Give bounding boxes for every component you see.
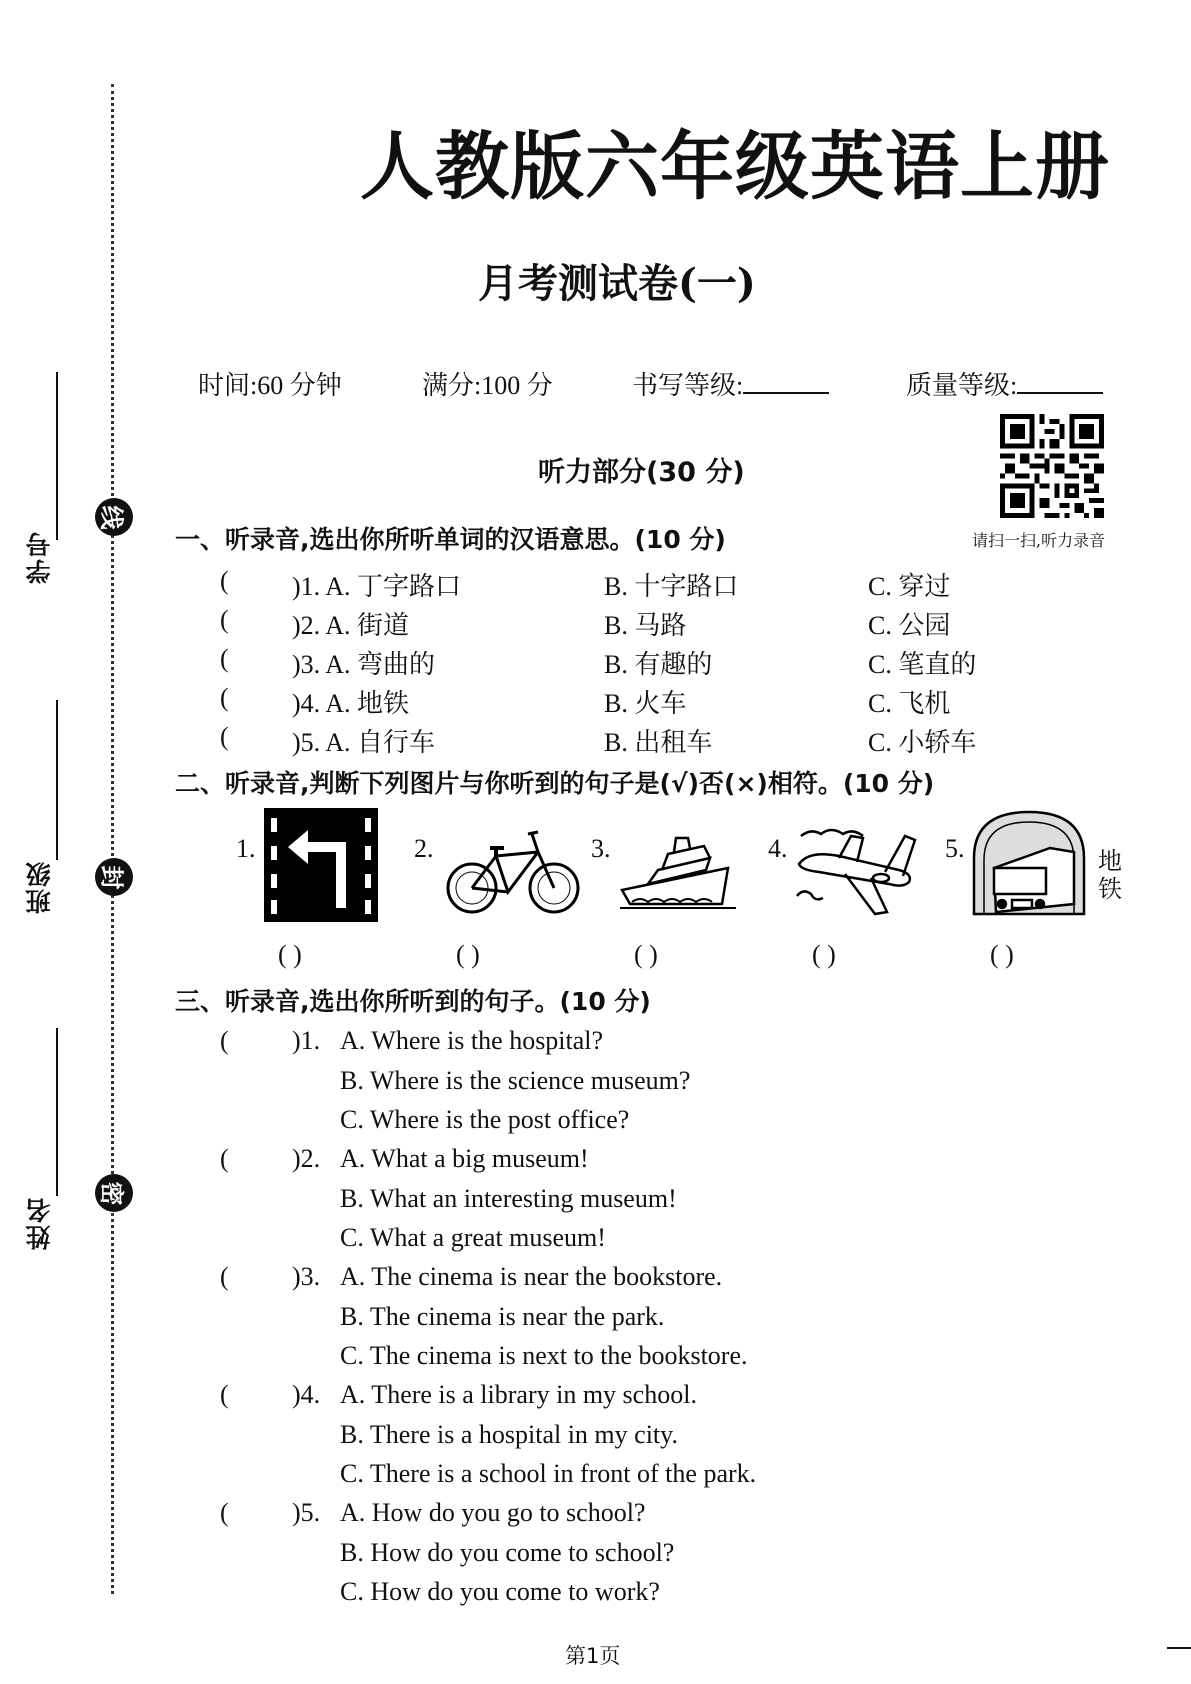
answer-blank[interactable]: ( ) bbox=[812, 940, 836, 969]
option-c: C. Where is the post office? bbox=[340, 1105, 630, 1134]
student-id-label: 学号 bbox=[25, 530, 54, 584]
question-number: )4. bbox=[292, 1380, 321, 1409]
picture-number: 3. bbox=[591, 834, 611, 863]
option-c: C. What a great museum! bbox=[340, 1223, 606, 1252]
option-a: A. The cinema is near the bookstore. bbox=[340, 1262, 723, 1291]
option-c: C. 飞机 bbox=[868, 689, 951, 718]
seal-feng: 封 bbox=[95, 858, 133, 896]
option-a: )2. A. 街道 bbox=[292, 611, 410, 640]
option-a: )5. A. 自行车 bbox=[292, 728, 436, 757]
subway-note: 地铁 bbox=[1098, 849, 1122, 903]
quality-grade-blank[interactable] bbox=[1017, 370, 1103, 394]
option-c: C. 小轿车 bbox=[868, 728, 977, 757]
option-c: C. 公园 bbox=[868, 611, 951, 640]
answer-blank[interactable]: ( bbox=[220, 605, 229, 634]
option-a: A. There is a library in my school. bbox=[340, 1380, 697, 1409]
answer-blank[interactable]: ( ) bbox=[634, 940, 658, 969]
time-info: 时间:60 分钟 bbox=[198, 371, 342, 400]
page-number: 第1页 bbox=[565, 1644, 621, 1668]
answer-blank[interactable]: ( bbox=[220, 1262, 229, 1291]
page-subtitle: 月考测试卷(一) bbox=[478, 260, 756, 307]
option-b: B. 火车 bbox=[604, 689, 687, 718]
qr-caption: 请扫一扫,听力录音 bbox=[972, 531, 1106, 550]
question-number: )3. bbox=[292, 1262, 321, 1291]
option-a: )1. A. 丁字路口 bbox=[292, 572, 462, 601]
subway-icon bbox=[970, 808, 1088, 923]
quality-grade bbox=[906, 365, 1103, 402]
section1-heading: 一、听录音,选出你所听单词的汉语意思。(10 分) bbox=[175, 525, 726, 554]
answer-blank[interactable]: ( bbox=[220, 683, 229, 712]
seal-xian: 线 bbox=[95, 498, 133, 536]
option-c: C. The cinema is next to the bookstore. bbox=[340, 1341, 748, 1370]
writing-grade bbox=[632, 365, 829, 402]
option-a: )3. A. 弯曲的 bbox=[292, 650, 436, 679]
answer-blank[interactable]: ( bbox=[220, 644, 229, 673]
picture-number: 1. bbox=[236, 834, 256, 863]
answer-blank[interactable]: ( bbox=[220, 1026, 229, 1055]
bicycle-icon bbox=[446, 830, 580, 921]
option-c: C. How do you come to work? bbox=[340, 1577, 660, 1606]
answer-blank[interactable]: ( bbox=[220, 1380, 229, 1409]
option-c: C. There is a school in front of the park. bbox=[340, 1459, 757, 1488]
class-line bbox=[56, 700, 58, 860]
section3-heading: 三、听录音,选出你所听到的句子。(10 分) bbox=[175, 987, 651, 1016]
option-b: B. 有趣的 bbox=[604, 650, 713, 679]
option-b: B. 出租车 bbox=[604, 728, 713, 757]
option-a: A. How do you go to school? bbox=[340, 1498, 646, 1527]
option-b: B. 马路 bbox=[604, 611, 687, 640]
option-b: B. What an interesting museum! bbox=[340, 1184, 677, 1213]
student-id-line bbox=[56, 372, 58, 540]
quality-grade-label: 质量等级: bbox=[906, 371, 1018, 400]
picture-number: 2. bbox=[414, 834, 434, 863]
seal-mi: 密 bbox=[95, 1174, 133, 1212]
qr-code-icon[interactable] bbox=[1000, 414, 1104, 518]
answer-blank[interactable]: ( ) bbox=[278, 940, 302, 969]
option-a: A. Where is the hospital? bbox=[340, 1026, 604, 1055]
class-label: 班级 bbox=[25, 860, 54, 914]
option-b: B. There is a hospital in my city. bbox=[340, 1420, 678, 1449]
answer-blank[interactable]: ( bbox=[220, 1144, 229, 1173]
question-number: )2. bbox=[292, 1144, 321, 1173]
option-b: B. Where is the science museum? bbox=[340, 1066, 691, 1095]
answer-blank[interactable]: ( bbox=[220, 1498, 229, 1527]
section2-heading: 二、听录音,判断下列图片与你听到的句子是(√)否(×)相符。(10 分) bbox=[175, 769, 935, 798]
plane-icon bbox=[795, 826, 923, 923]
binding-cut-line bbox=[111, 84, 114, 1594]
option-b: B. How do you come to school? bbox=[340, 1538, 675, 1567]
writing-grade-blank[interactable] bbox=[743, 370, 829, 394]
turn-left-sign-icon bbox=[264, 808, 378, 927]
picture-number: 4. bbox=[768, 834, 788, 863]
ship-icon bbox=[618, 830, 738, 917]
option-a: A. What a big museum! bbox=[340, 1144, 589, 1173]
option-a: )4. A. 地铁 bbox=[292, 689, 410, 718]
name-label: 姓名 bbox=[25, 1196, 54, 1250]
answer-blank[interactable]: ( ) bbox=[456, 940, 480, 969]
option-b: B. The cinema is near the park. bbox=[340, 1302, 665, 1331]
name-line bbox=[56, 1028, 58, 1196]
question-number: )5. bbox=[292, 1498, 321, 1527]
picture-number: 5. bbox=[945, 834, 965, 863]
option-c: C. 穿过 bbox=[868, 572, 951, 601]
corner-mark bbox=[1167, 1647, 1191, 1649]
score-info: 满分:100 分 bbox=[422, 371, 553, 400]
option-c: C. 笔直的 bbox=[868, 650, 977, 679]
writing-grade-label: 书写等级: bbox=[632, 371, 744, 400]
answer-blank[interactable]: ( ) bbox=[990, 940, 1014, 969]
listening-part-heading: 听力部分(30 分) bbox=[538, 457, 745, 488]
option-b: B. 十字路口 bbox=[604, 572, 739, 601]
answer-blank[interactable]: ( bbox=[220, 722, 229, 751]
page-title: 人教版六年级英语上册 bbox=[360, 124, 1110, 210]
answer-blank[interactable]: ( bbox=[220, 566, 229, 595]
question-number: )1. bbox=[292, 1026, 321, 1055]
